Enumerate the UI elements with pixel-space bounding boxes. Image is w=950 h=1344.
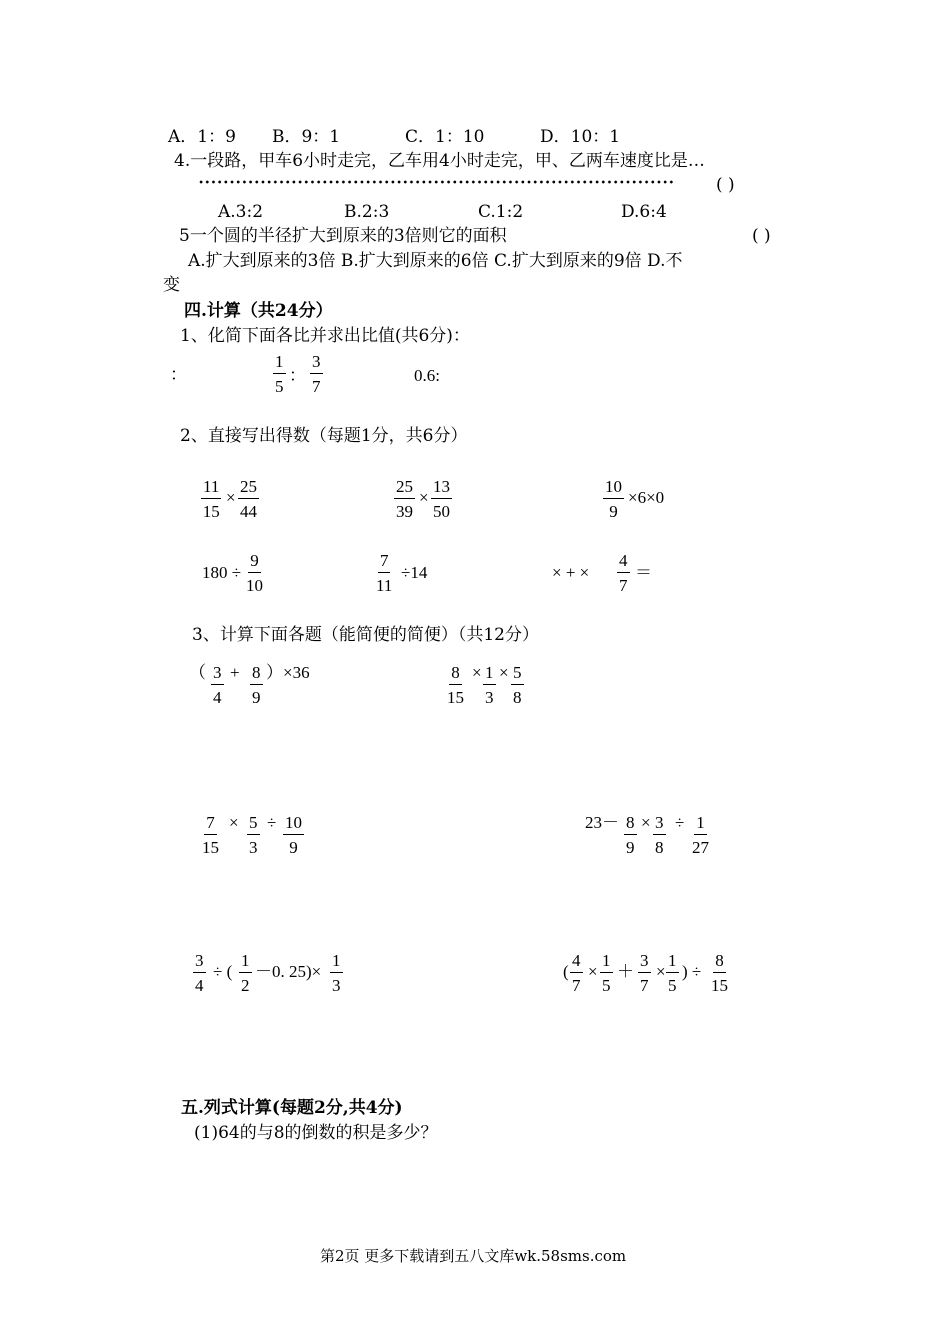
sub1-colon: ： (289, 366, 306, 385)
sub3-p6-times-1: × (588, 962, 598, 981)
sub1-lead-colon: ： (170, 365, 187, 385)
sub3-p1-plus: + (230, 663, 240, 682)
sub3-p4-fraction-2: $\frac{3}{8}$ (655, 813, 664, 857)
sub2-p6-equals: ＝ (635, 563, 652, 582)
sub2-p2-fraction-1: $\frac{25}{39}$ (396, 477, 413, 521)
q4-answer-paren: ( ) (716, 175, 735, 195)
sub3-p4-fraction-3: $\frac{1}{27}$ (692, 813, 709, 857)
sub2-p2-times: × (419, 488, 429, 507)
q5-options-wrap: 变 (163, 275, 180, 295)
sub3-p6-fraction-3: $\frac{3}{7}$ (640, 951, 649, 995)
sub2-p3-rest: ×6×0 (628, 488, 665, 507)
sub2-title: 2、直接写出得数（每题1分，共6分） (180, 426, 468, 446)
sub3-p5-fraction-1: $\frac{3}{4}$ (195, 951, 204, 995)
sub2-p2-fraction-2: $\frac{13}{50}$ (433, 477, 450, 521)
sub3-p5-fraction-2: $\frac{1}{2}$ (241, 951, 250, 995)
sub2-p3-fraction: $\frac{10}{9}$ (605, 477, 622, 521)
sub3-p2-fraction-2: $\frac{1}{3}$ (485, 663, 494, 707)
sub3-p2-fraction-3: $\frac{5}{8}$ (513, 663, 522, 707)
sub1-decimal-ratio: 0.6: (414, 366, 440, 385)
sub2-p4-lead: 180 ÷ (202, 563, 242, 582)
sub3-p4-lead: 23－ (585, 813, 619, 832)
sub2-p4-fraction: $\frac{9}{10}$ (246, 551, 263, 595)
q3-option-d: D．10：1 (540, 127, 621, 147)
q4-option-b: B.2:3 (344, 202, 390, 222)
sub2-p1-fraction-1: $\frac{11}{15}$ (202, 477, 220, 521)
sub2-p6-fraction: $\frac{4}{7}$ (619, 551, 628, 595)
sub3-p5-middle: －0. 25)× (255, 962, 322, 981)
q4-option-a: A.3:2 (218, 202, 264, 222)
q4-stem: 4.一段路，甲车6小时走完，乙车用4小时走完，甲、乙两车速度比是… (174, 151, 705, 171)
sub3-p3-divide: ÷ (267, 813, 277, 832)
sub3-p4-times: × (641, 813, 651, 832)
page-footer: 第2页 更多下载请到五八文库wk.58sms.com (320, 1247, 627, 1265)
sub2-p1-fraction-2: $\frac{25}{44}$ (240, 477, 257, 521)
sub3-p2-fraction-1: $\frac{8}{15}$ (447, 663, 464, 707)
sub3-p6-close-divide: ) ÷ (682, 962, 702, 981)
sub2-p5-rest: ÷14 (401, 563, 428, 582)
sub3-p6-fraction-2: $\frac{1}{5}$ (602, 951, 611, 995)
section5-title: 五.列式计算(每题2分,共4分) (181, 1098, 403, 1118)
sub3-p1-open: （ (189, 663, 206, 682)
sub3-p6-plus: ＋ (617, 962, 634, 981)
sub3-p6-fraction-1: $\frac{4}{7}$ (572, 951, 581, 995)
sub3-p2-times-1: × (472, 663, 482, 682)
sub3-p3-times: × (229, 813, 239, 832)
sub3-p4-divide: ÷ (675, 813, 685, 832)
sub2-p6-lead: × + × (552, 563, 590, 582)
q3-option-c: C．1：10 (405, 127, 485, 147)
sub3-p3-fraction-1: $\frac{7}{15}$ (202, 813, 219, 857)
section5-q1: (1)64的与8的倒数的积是多少？ (194, 1123, 438, 1143)
sub3-p4-fraction-1: $\frac{8}{9}$ (626, 813, 635, 857)
sub3-p3-fraction-2: $\frac{5}{3}$ (249, 813, 258, 857)
sub1-fraction-b: $\frac{3}{7}$ (312, 352, 321, 396)
sub1-fraction-a: $\frac{1}{5}$ (275, 352, 284, 396)
sub3-p1-close: ）×36 (266, 663, 310, 682)
sub3-p3-fraction-3: $\frac{10}{9}$ (285, 813, 302, 857)
sub2-p5-fraction: $\frac{7}{11}$ (376, 551, 393, 595)
q3-option-b: B．9：1 (272, 127, 341, 147)
sub3-p6-times-2: × (656, 962, 666, 981)
sub3-p6-open: ( (563, 962, 569, 981)
q5-stem: 5一个圆的半径扩大到原来的3倍则它的面积 (179, 226, 507, 246)
q5-answer-paren: ( ) (752, 226, 771, 246)
q3-option-a: A．1：9 (168, 127, 236, 147)
q4-option-d: D.6:4 (621, 202, 667, 222)
sub3-p5-divide-open: ÷ ( (213, 962, 233, 981)
sub3-p6-fraction-5: $\frac{8}{15}$ (711, 951, 728, 995)
q4-leader-dots (198, 178, 676, 186)
sub3-p1-fraction-1: $\frac{3}{4}$ (213, 663, 222, 707)
sub3-p5-fraction-3: $\frac{1}{3}$ (332, 951, 341, 995)
sub3-p2-times-2: × (499, 663, 509, 682)
sub3-title: 3、计算下面各题（能简便的简便）（共12分） (192, 625, 539, 645)
q5-options: A.扩大到原来的3倍 B.扩大到原来的6倍 C.扩大到原来的9倍 D.不 (188, 251, 683, 271)
sub1-title: 1、化简下面各比并求出比值(共6分)： (180, 326, 470, 346)
sub3-p6-fraction-4: $\frac{1}{5}$ (668, 951, 677, 995)
q4-option-c: C.1:2 (478, 202, 524, 222)
section4-title: 四.计算（共24分） (184, 301, 333, 321)
sub2-p1-times: × (226, 488, 236, 507)
sub3-p1-fraction-2: $\frac{8}{9}$ (252, 663, 261, 707)
